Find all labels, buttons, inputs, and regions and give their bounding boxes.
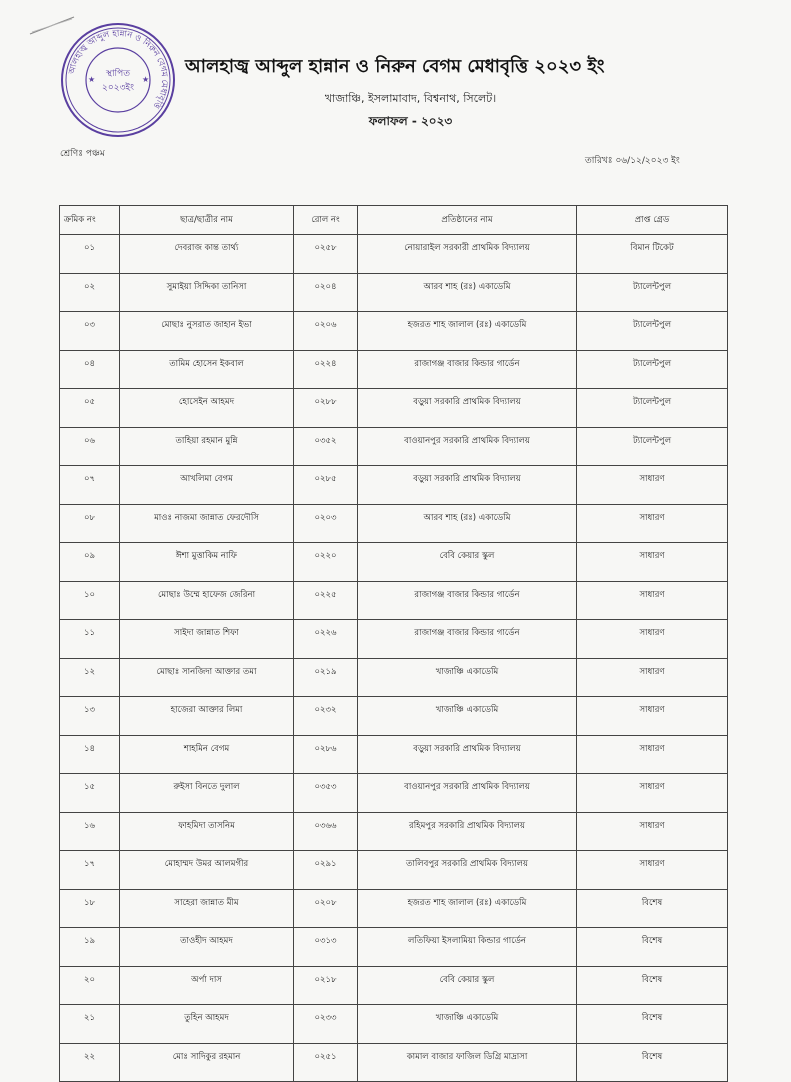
table-header-row (60, 206, 728, 235)
roll-cell: ০২১৮ (294, 966, 358, 1005)
table-row (60, 620, 728, 659)
serial-cell: ১৬ (60, 812, 120, 851)
institution-cell: আরব শাহ (রঃ) একাডেমি (358, 273, 577, 312)
roll-cell: ০২২০ (294, 543, 358, 582)
table-row (60, 658, 728, 697)
student-name-cell: আখলিমা বেগম (120, 466, 294, 505)
roll-cell: ০২৩২ (294, 697, 358, 736)
table-row (60, 889, 728, 928)
grade-cell: সাধারণ (577, 504, 728, 543)
grade-cell: বিমান টিকেট (577, 235, 728, 274)
institution-cell: রাজাগঞ্জ বাজার কিন্ডার গার্ডেন (358, 581, 577, 620)
grade-cell: ট্যালেন্টপুল (577, 350, 728, 389)
grade-cell: সাধারণ (577, 658, 728, 697)
institution-cell: বেবি কেয়ার স্কুল (358, 543, 577, 582)
serial-cell: ০৭ (60, 466, 120, 505)
grade-cell: সাধারণ (577, 735, 728, 774)
institution-cell: রহিমপুর সরকারি প্রাথমিক বিদ্যালয় (358, 812, 577, 851)
table-row (60, 273, 728, 312)
serial-cell: ০৮ (60, 504, 120, 543)
grade-cell: ট্যালেন্টপুল (577, 389, 728, 428)
table-row (60, 812, 728, 851)
serial-cell: ০৬ (60, 427, 120, 466)
institution-cell: বাওয়ানপুর সরকারি প্রাথমিক বিদ্যালয় (358, 427, 577, 466)
roll-cell: ০২৯১ (294, 851, 358, 890)
result-heading: ফলাফল - ২০২৩ (368, 114, 453, 128)
header-roll: রোল নং (294, 206, 358, 235)
grade-cell: সাধারণ (577, 697, 728, 736)
roll-cell: ০৩৬৬ (294, 812, 358, 851)
roll-cell: ০২৩৩ (294, 1005, 358, 1044)
grade-cell: ট্যালেন্টপুল (577, 427, 728, 466)
header-serial: ক্রমিক নং (60, 206, 120, 235)
institution-cell: নোয়ারাইল সরকারী প্রাথমিক বিদ্যালয় (358, 235, 577, 274)
roll-cell: ০২৮৫ (294, 466, 358, 505)
institution-cell: বড়ুয়া সরকারি প্রাথমিক বিদ্যালয় (358, 735, 577, 774)
grade-cell: ট্যালেন্টপুল (577, 273, 728, 312)
institution-cell: খাজাঞ্চি একাডেমি (358, 697, 577, 736)
roll-cell: ০৩৫৩ (294, 774, 358, 813)
student-name-cell: সাহেরা জান্নাত মীম (120, 889, 294, 928)
student-name-cell: অর্পা দাস (120, 966, 294, 1005)
svg-text:স্থাপিত: স্থাপিত (105, 69, 131, 79)
institution-cell: বেবি কেয়ার স্কুল (358, 966, 577, 1005)
student-name-cell: মোহাম্মদ উমর আলমগীর (120, 851, 294, 890)
page-title: আলহাজ্ব আব্দুল হান্নান ও নিরুন বেগম মেধাবৃত্তি ২০২৩ ইং (185, 56, 605, 77)
student-name-cell: মাওঃ নাজমা জান্নাত ফেরদৌসি (120, 504, 294, 543)
serial-cell: ২০ (60, 966, 120, 1005)
serial-cell: ২২ (60, 1043, 120, 1082)
serial-cell: ০৫ (60, 389, 120, 428)
serial-cell: ১২ (60, 658, 120, 697)
roll-cell: ০৩১৩ (294, 928, 358, 967)
serial-cell: ০১ (60, 235, 120, 274)
institution-cell: কামাল বাজার ফাজিল ডিগ্রি মাদ্রাসা (358, 1043, 577, 1082)
table-row (60, 1043, 728, 1082)
serial-cell: ১৮ (60, 889, 120, 928)
table-row (60, 235, 728, 274)
roll-cell: ০২৮৬ (294, 735, 358, 774)
student-name-cell: হাজেরা আক্তার লিমা (120, 697, 294, 736)
table-row (60, 735, 728, 774)
grade-cell: সাধারণ (577, 851, 728, 890)
serial-cell: ০৪ (60, 350, 120, 389)
table-row (60, 389, 728, 428)
roll-cell: ০২৫১ (294, 1043, 358, 1082)
student-name-cell: সাইদা জান্নাত শিফা (120, 620, 294, 659)
table-row (60, 581, 728, 620)
table-row (60, 697, 728, 736)
table-row (60, 928, 728, 967)
serial-cell: ১০ (60, 581, 120, 620)
roll-cell: ০২৫৮ (294, 235, 358, 274)
serial-cell: ০৯ (60, 543, 120, 582)
institution-cell: খাজাঞ্চি একাডেমি (358, 1005, 577, 1044)
roll-cell: ০২২৫ (294, 581, 358, 620)
class-label: শ্রেণিঃ পঞ্চম (60, 149, 105, 159)
svg-text:২০২৩ইং: ২০২৩ইং (102, 83, 134, 93)
table-row (60, 466, 728, 505)
institution-cell: তালিবপুর সরকারি প্রাথমিক বিদ্যালয় (358, 851, 577, 890)
table-row (60, 504, 728, 543)
grade-cell: সাধারণ (577, 543, 728, 582)
serial-cell: ১৫ (60, 774, 120, 813)
grade-cell: সাধারণ (577, 466, 728, 505)
roll-cell: ০২২৪ (294, 350, 358, 389)
student-name-cell: হোসেইন আহমদ (120, 389, 294, 428)
student-name-cell: তামিম হোসেন ইকবাল (120, 350, 294, 389)
serial-cell: ১১ (60, 620, 120, 659)
institution-cell: রাজাগঞ্জ বাজার কিন্ডার গার্ডেন (358, 620, 577, 659)
student-name-cell: শাহমিন বেগম (120, 735, 294, 774)
roll-cell: ০২৮৮ (294, 389, 358, 428)
date-label: তারিখঃ ০৬/১২/২০২৩ ইং (585, 156, 680, 166)
roll-cell: ০২০৩ (294, 504, 358, 543)
serial-cell: ০৩ (60, 312, 120, 351)
address-line: খাজাঞ্চি, ইসলামাবাদ, বিশ্বনাথ, সিলেট। (324, 92, 497, 105)
institution-cell: লতিফিয়া ইসলামিয়া কিন্ডার গার্ডেন (358, 928, 577, 967)
svg-text:★: ★ (88, 75, 96, 84)
table-row (60, 543, 728, 582)
svg-text:আলহাজ্ব আব্দুল হান্নান ও নিরুন: আলহাজ্ব আব্দুল হান্নান ও নিরুন বেগম মেধাবৃত্তি (67, 28, 170, 111)
roll-cell: ০২১৯ (294, 658, 358, 697)
institution-cell: খাজাঞ্চি একাডেমি (358, 658, 577, 697)
student-name-cell: রুইসা বিনতে দুলাল (120, 774, 294, 813)
svg-text:★: ★ (142, 75, 150, 84)
grade-cell: বিশেষ (577, 889, 728, 928)
grade-cell: সাধারণ (577, 620, 728, 659)
table-row (60, 350, 728, 389)
header-student-name: ছাত্র/ছাত্রীর নাম (120, 206, 294, 235)
institution-cell: রাজাগঞ্জ বাজার কিন্ডার গার্ডেন (358, 350, 577, 389)
grade-cell: বিশেষ (577, 966, 728, 1005)
institution-cell: হজরত শাহ জালাল (রঃ) একাডেমি (358, 312, 577, 351)
grade-cell: সাধারণ (577, 581, 728, 620)
table-row (60, 427, 728, 466)
serial-cell: ১৯ (60, 928, 120, 967)
institution-cell: আরব শাহ (রঃ) একাডেমি (358, 504, 577, 543)
roll-cell: ০২০৮ (294, 889, 358, 928)
student-name-cell: তাহিয়া রহমান মুন্নি (120, 427, 294, 466)
institution-cell: বড়ুয়া সরকারি প্রাথমিক বিদ্যালয় (358, 466, 577, 505)
institution-cell: হজরত শাহ জালাল (রঃ) একাডেমি (358, 889, 577, 928)
roll-cell: ০২০৬ (294, 312, 358, 351)
results-table (59, 205, 728, 1082)
serial-cell: ২১ (60, 1005, 120, 1044)
student-name-cell: ঈশা মুত্তাকিম নাফি (120, 543, 294, 582)
institution-cell: বড়ুয়া সরকারি প্রাথমিক বিদ্যালয় (358, 389, 577, 428)
header-institution: প্রতিষ্ঠানের নাম (358, 206, 577, 235)
roll-cell: ০২০৪ (294, 273, 358, 312)
student-name-cell: মোছাঃ নুসরাত জাহান ইভা (120, 312, 294, 351)
student-name-cell: সুমাইয়া সিদ্দিকা তানিসা (120, 273, 294, 312)
roll-cell: ০৩৫২ (294, 427, 358, 466)
student-name-cell: দেবরাজ কান্ত তার্থ্য (120, 235, 294, 274)
table-row (60, 312, 728, 351)
table-row (60, 774, 728, 813)
serial-cell: ০২ (60, 273, 120, 312)
grade-cell: বিশেষ (577, 1043, 728, 1082)
serial-cell: ১৩ (60, 697, 120, 736)
student-name-cell: মোছাঃ উম্মে হাফেজ জেরিনা (120, 581, 294, 620)
grade-cell: সাধারণ (577, 774, 728, 813)
institution-cell: বাওয়ানপুর সরকারি প্রাথমিক বিদ্যালয় (358, 774, 577, 813)
header-grade: প্রাপ্ত গ্রেড (577, 206, 728, 235)
grade-cell: সাধারণ (577, 812, 728, 851)
table-row (60, 966, 728, 1005)
student-name-cell: তাওহীদ আহমদ (120, 928, 294, 967)
student-name-cell: মোছাঃ সানজিদা আক্তার তমা (120, 658, 294, 697)
student-name-cell: তুহিন আহমদ (120, 1005, 294, 1044)
student-name-cell: ফাহমিদা তাসনিম (120, 812, 294, 851)
grade-cell: বিশেষ (577, 1005, 728, 1044)
grade-cell: বিশেষ (577, 928, 728, 967)
student-name-cell: মোঃ সাদিকুর রহমান (120, 1043, 294, 1082)
serial-cell: ১৪ (60, 735, 120, 774)
grade-cell: ট্যালেন্টপুল (577, 312, 728, 351)
table-row (60, 851, 728, 890)
serial-cell: ১৭ (60, 851, 120, 890)
roll-cell: ০২২৬ (294, 620, 358, 659)
